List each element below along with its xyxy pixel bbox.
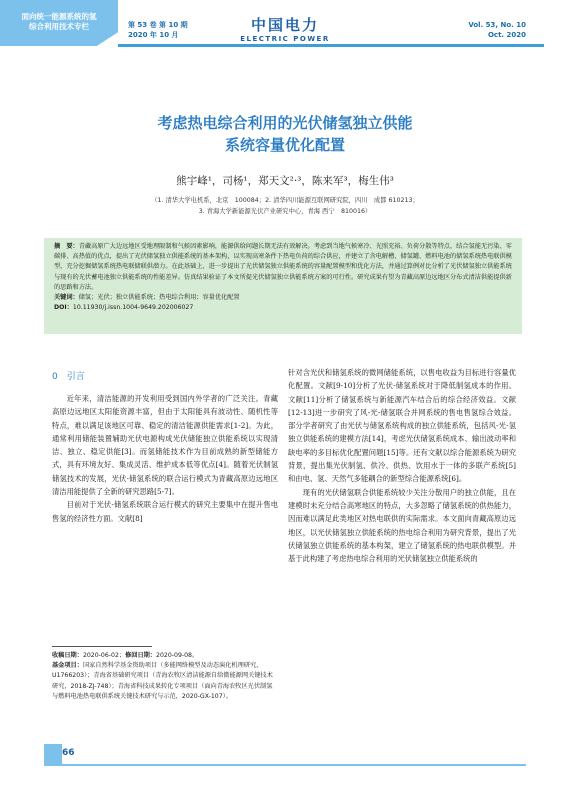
issue-volume-en: Vol. 53, No. 10: [468, 21, 526, 29]
affiliations: [0, 195, 570, 217]
abstract-text: 青藏高原广大边远地区受地理限制和气候因素影响，能源供给问题长期无法有效解决。考虑到当地气候寒冷、光照充裕、负荷分散等特点，结合氢能无污染、零碳排、高热值的优点，提出了光伏储氢独立供能系统的基本架构，以实现高寒条件下热电负荷的综合供应，并建立了含电解槽、储氢罐、燃料电池的储氢系统热电联供模型，充分挖掘储氢系统热电联储联供潜力。在此基础上，进一步提出了光伏储氢独立供能系统的容量配置模型和优化方法，并通过算例对比分析了光伏储氢独立供能系统与现有的光伏蓄电池独立供能系统的性能差异。仿真结果验证了本文所提光伏储氢独立供能系统方案的可行性。研究成果有望为青藏高原边远地区分布式清洁供能提供新的思路和方法。: [54, 243, 512, 291]
issue-info-en: [468, 20, 526, 40]
issue-date-cn: 2020 年 10 月: [128, 31, 179, 39]
revised-date: 2020-09-08。: [156, 652, 199, 659]
author-list: 熊宇峰¹，司杨¹，郑天文²·³，陈来军³，梅生伟³: [176, 175, 394, 187]
fund-text: 国家自然科学基金资助项目（多能网络模型及动态演化机理研究，U1766203）；青海省基础研究项目（青海农牧区清洁能源自给微能源网关键技术研究，2018-ZJ-748）；青海省科技成果转化专项项目（面向青海农牧区光伏制氢与燃料电池热电联供系统关键技术研究与示范，2020-GX-107）。: [52, 662, 273, 700]
abstract-box: [44, 238, 522, 334]
issue-volume-cn: 第 53 卷 第 10 期: [128, 21, 188, 29]
footer-rule: [44, 764, 526, 766]
affiliation-line-1: （1. 清华大学电机系，北京 100084；2. 清华四川能源互联网研究院，四川 成都 610213；: [151, 197, 419, 204]
received-date: 2020-06-02；: [82, 652, 126, 659]
keywords-label: 关键词：: [54, 294, 79, 302]
doi-label: DOI：: [54, 304, 73, 312]
paper-title: [0, 112, 570, 156]
series-line-1: 面向统一能源系统的氢: [21, 12, 97, 21]
body-paragraph: 目前对于光伏-储氢系统联合运行模式的研究主要集中在提升售电售氢的经济性方面。文献[8]: [52, 500, 278, 523]
abstract-label: 摘 要：: [54, 243, 79, 250]
section-heading: 0 引言: [52, 372, 85, 382]
body-paragraph: 近年来，清洁能源的开发利用受到国内外学者的广泛关注。青藏高原边远地区太阳能资源丰富，但由于太阳能具有波动性、随机性等特点，难以满足该地区可靠、稳定的清洁能源供能需求[1-2]。为此，通常利用储能装置辅助光伏电源构成光伏储能独立供能系统以实现清洁、独立、稳定供能[3]。而氢储能技术作为目前成熟的新型储能方式，具有环境友好、集成灵活、维护成本低等优点[4]。随着光伏制氢储氢技术的发展，光伏-储氢系统的联合运行模式为青藏高原边远地区清洁用能提供了全新的研究思路[5-7]。: [52, 394, 278, 497]
revised-label: 修回日期：: [125, 652, 157, 659]
page-number: 66: [62, 748, 75, 758]
keywords-line: [54, 293, 512, 303]
fund-line: [52, 661, 278, 702]
footnote: [52, 651, 278, 702]
issue-date-en: Oct. 2020: [487, 31, 526, 39]
keywords-text: 储氢；光伏；独立供能系统；热电综合利用；容量优化配置: [78, 294, 240, 302]
title-line-2: 系统容量优化配置: [224, 136, 345, 154]
received-label: 收稿日期：: [52, 652, 83, 659]
page-number-marker: [44, 744, 62, 764]
footnote-rule: [52, 646, 152, 647]
journal-name-cn: 中国电力: [250, 16, 319, 34]
series-line-2: 综合利用技术专栏: [29, 22, 89, 31]
body-paragraph: 现有的光伏储氢联合供能系统较少关注分散用户的独立供能，且在建模时未充分结合高寒地区的特点，大多忽略了储氢系统的供热能力，因而难以满足此类地区对热电联供的实际需求。本文面向青藏高原边远地区，以光伏储氢独立供能系统的热电综合利用为研究背景，提出了光伏储氢独立供能系统的基本构架，建立了储氢系统的热电联供模型。并基于此构建了考虑热电综合利用的光伏储氢独立供能系统的: [288, 487, 516, 564]
journal-name-en: ELECTRIC POWER: [240, 35, 330, 43]
body-paragraph: 针对含光伏和储氢系统的微网储能系统，以售电收益为目标进行容量优化配置。文献[9-10]分析了光伏-储氢系统对于降低制氢成本的作用。文献[11]分析了储氢系统与新能源汽车结合后的综合经济效益。文献[12-13]进一步研究了风-光-储氢联合并网系统的售电售氢综合效益。部分学者研究了由光伏与储氢系统构成的独立供能系统，包括风-光-氢独立供能系统的建模方法[14]，考虑光伏储氢系统成本、输出波动率和缺电率的多目标优化配置问题[15]等。还有文献以综合能源系统为研究背景，提出集光伏制氢、供冷、供热、饮用水于一体的多联产系统[5]和由电、氢、天然气多能耦合的新型综合能源系统[6]。: [288, 368, 516, 484]
header-rule: [118, 44, 544, 47]
right-column: [288, 366, 516, 565]
abstract-paragraph: [54, 242, 512, 293]
affiliation-line-2: 3. 青海大学新能源光伏产业研究中心，青海 西宁 810016）: [198, 208, 372, 215]
title-line-1: 考虑热电综合利用的光伏储氢独立供能: [157, 114, 413, 132]
dates-line: [52, 651, 278, 661]
fund-label: 基金项目：: [52, 662, 83, 670]
doi-link[interactable]: 10.11930/j.issn.1004-9649.202006027: [72, 304, 194, 312]
left-column: [52, 371, 278, 525]
doi-line: [54, 303, 512, 313]
